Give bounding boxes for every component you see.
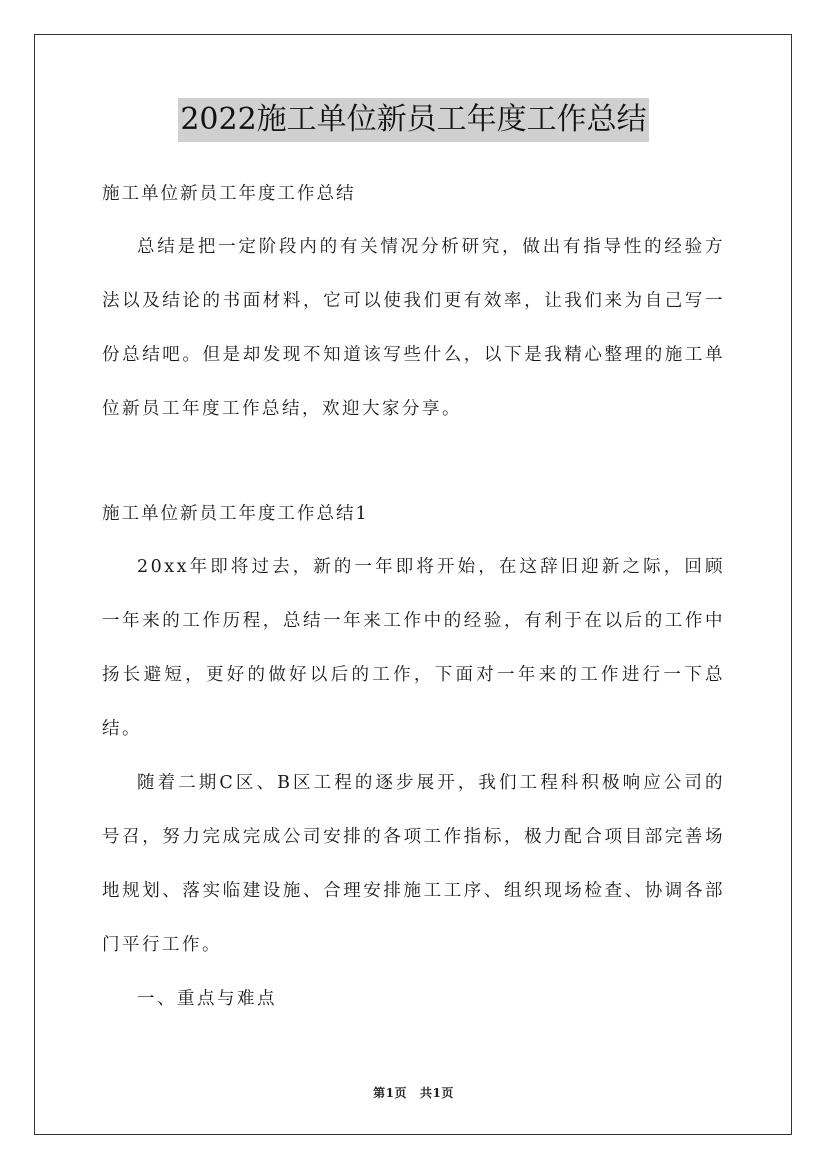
section-title-key-points: 一、重点与难点: [137, 989, 277, 1009]
page-total: 共1页: [419, 1086, 454, 1100]
page-number: 第1页: [373, 1086, 408, 1100]
subsection-heading: 施工单位新员工年度工作总结1: [102, 504, 369, 524]
intro-paragraph: 总结是把一定阶段内的有关情况分析研究，做出有指导性的经验方法以及结论的书面材料，它可以使我们更有效率，让我们来为自己写一份总结吧。但是却发现不知道该写些什么，以下是我精心整理的施工单位新员工年度工作总结，欢迎大家分享。: [102, 237, 725, 419]
title-wrap: [0, 98, 827, 142]
document-body: [102, 168, 725, 1026]
page-footer: [0, 1084, 827, 1101]
document-title: 2022施工单位新员工年度工作总结: [178, 98, 648, 142]
body-paragraph-2: 随着二期C区、B区工程的逐步展开，我们工程科积极响应公司的号召，努力完成完成公司安排的各项工作指标，极力配合项目部完善场地规划、落实临建设施、合理安排施工工序、组织现场检查、协调各部门平行工作。: [102, 773, 725, 955]
spacer: [102, 436, 725, 488]
section-heading: 施工单位新员工年度工作总结: [102, 184, 356, 204]
body-paragraph-1: 20xx年即将过去，新的一年即将开始，在这辞旧迎新之际，回顾一年来的工作历程，总结一年来工作中的经验，有利于在以后的工作中扬长避短，更好的做好以后的工作，下面对一年来的工作进行一下总结。: [102, 557, 725, 739]
